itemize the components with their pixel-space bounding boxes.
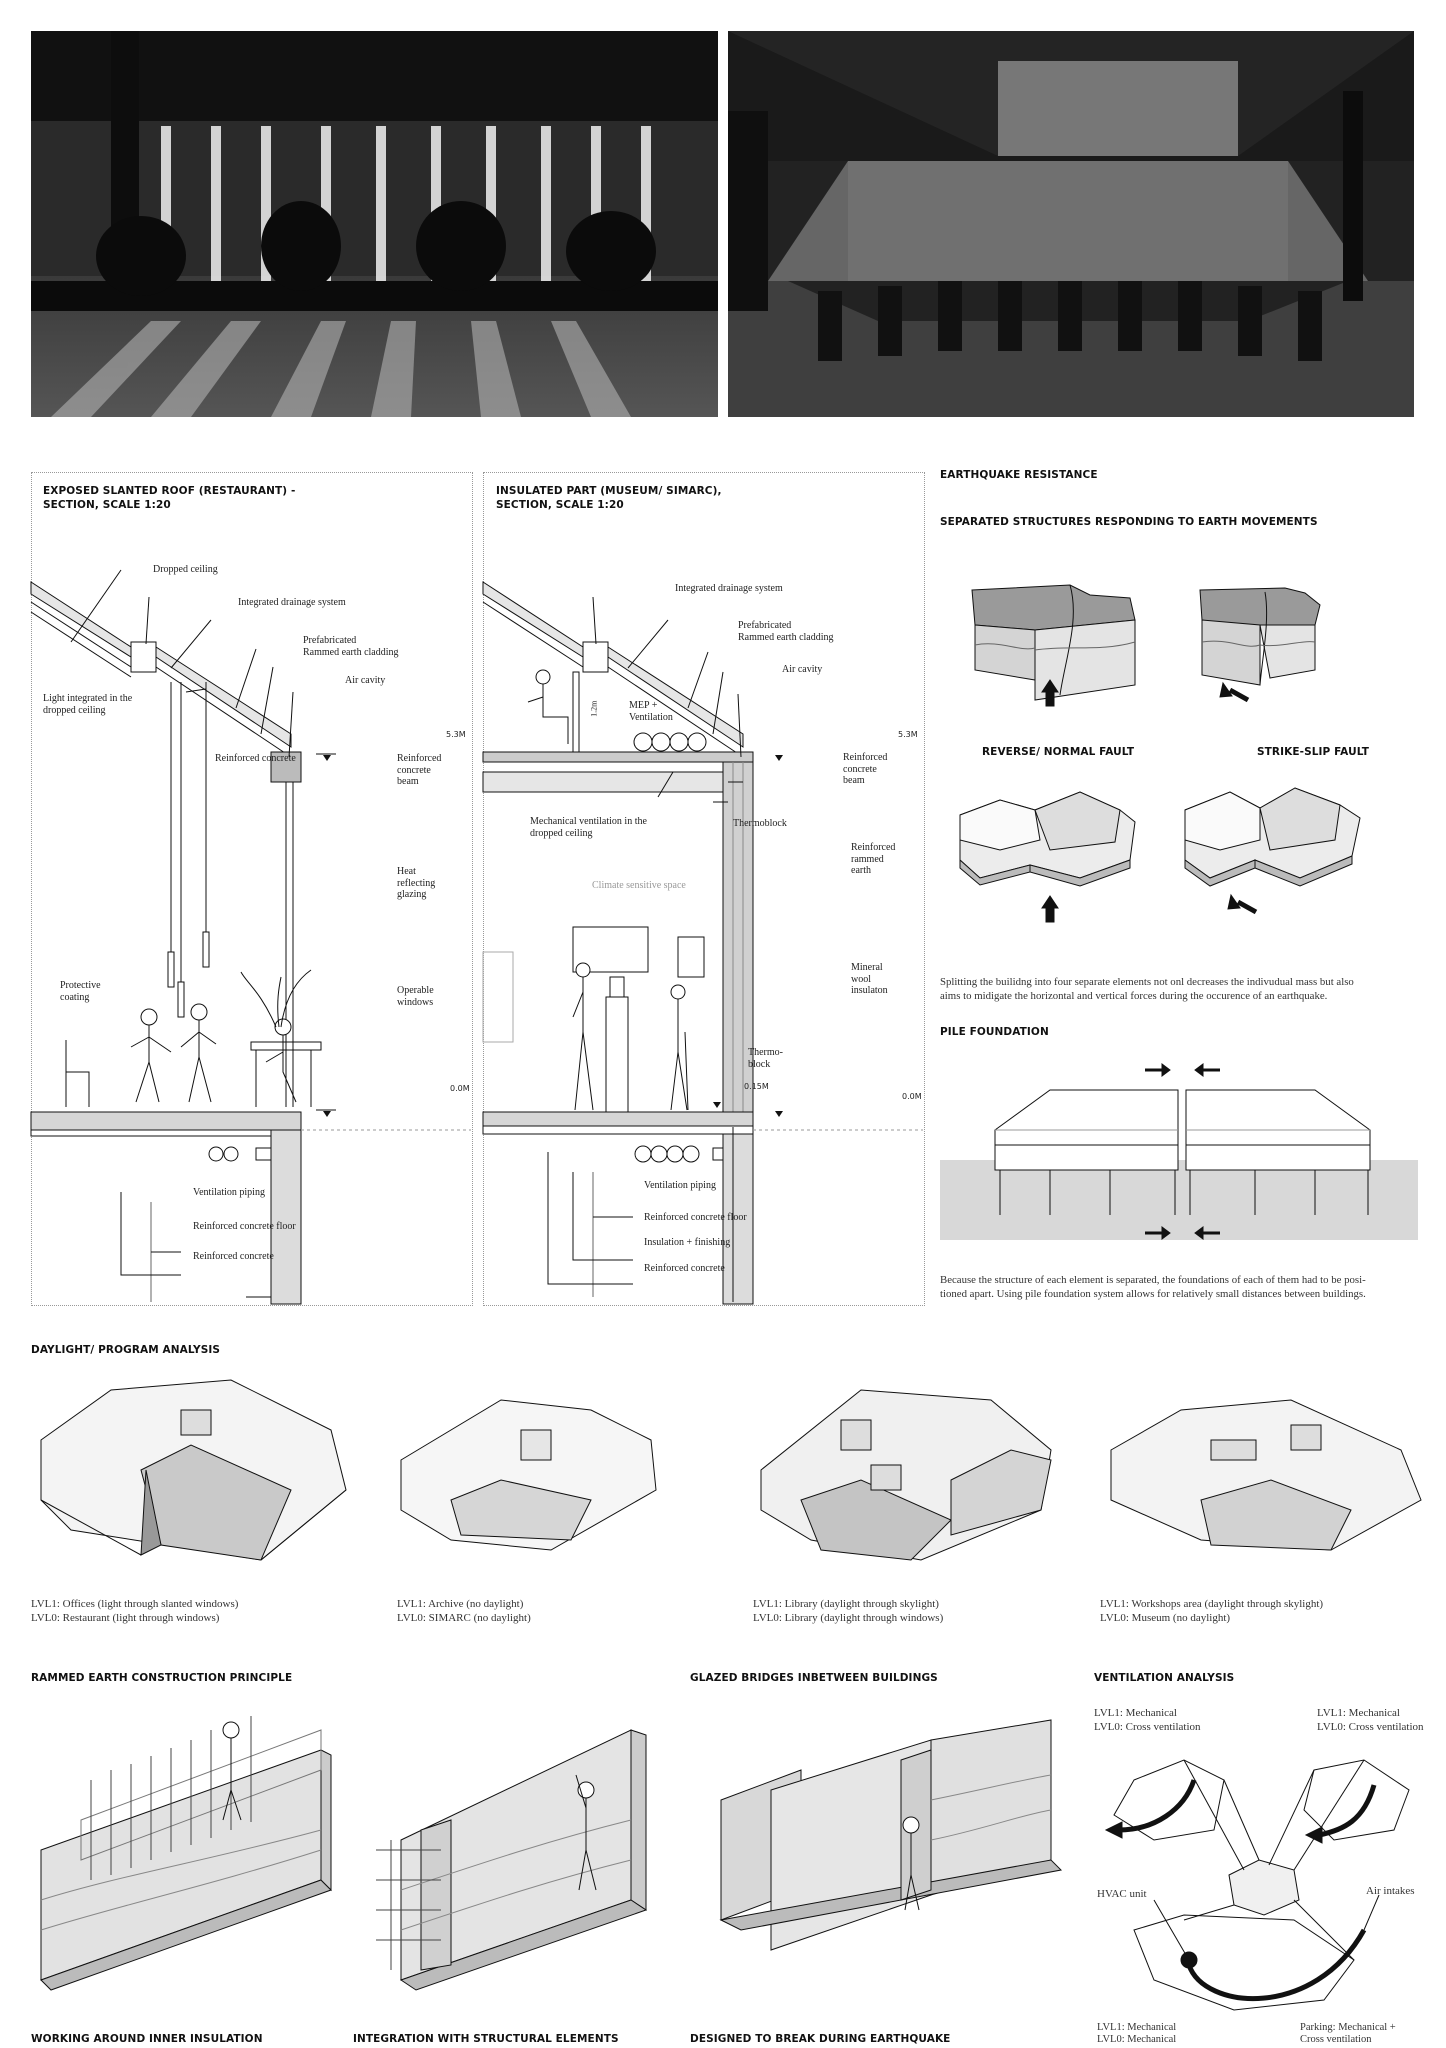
lbl-dim-12: 1.2m [589, 700, 599, 717]
lbl-prefab-a: Prefabricated Rammed earth cladding [303, 635, 399, 658]
restaurant-render-photo [31, 31, 718, 417]
vent-tl: LVL1: Mechanical LVL0: Cross ventilation [1094, 1707, 1201, 1733]
lbl-aircavity-a: Air cavity [345, 675, 386, 686]
lbl-rc-b-bottom: Reinforced concrete [644, 1263, 725, 1274]
lbl-rcbeam-a: Reinforced concrete beam [397, 753, 442, 787]
daylight-caption-3: LVL1: Library (daylight through skylight) LVL0: Library (daylight through windows) [753, 1598, 944, 1624]
lbl-climate: Climate sensitive space [592, 880, 686, 891]
lbl-lvl53-a: 5.3M [446, 730, 466, 739]
lbl-dropped-ceiling: Dropped ceiling [153, 564, 218, 575]
rammed-title: RAMMED EARTH CONSTRUCTION PRINCIPLE [31, 1672, 293, 1684]
earthquake-title: EARTHQUAKE RESISTANCE [940, 469, 1098, 481]
bridges-caption: DESIGNED TO BREAK DURING EARTHQUAKE [690, 2033, 951, 2045]
rammed-caption-b: INTEGRATION WITH STRUCTURAL ELEMENTS [353, 2033, 619, 2045]
lbl-prefab-b: Prefabricated Rammed earth cladding [738, 620, 834, 643]
section-b-title: INSULATED PART (MUSEUM/ SIMARC), SECTION, SCALE 1:20 [496, 485, 722, 511]
lbl-thermoblock: Thermoblock [733, 818, 787, 829]
lbl-operable: Operable windows [397, 985, 434, 1008]
vent-tr: LVL1: Mechanical LVL0: Cross ventilation [1317, 1707, 1424, 1733]
lbl-lvl00-a: 0.0M [450, 1084, 470, 1093]
lbl-reinforced-concrete-a: Reinforced concrete [215, 753, 296, 764]
lbl-rc-a-bottom: Reinforced concrete [193, 1251, 274, 1262]
rammed-caption-a: WORKING AROUND INNER INSULATION [31, 2033, 263, 2045]
lbl-vent-piping-b: Ventilation piping [644, 1180, 716, 1191]
vent-bl: LVL1: Mechanical LVL0: Mechanical [1097, 2022, 1177, 2045]
lbl-mech-vent: Mechanical ventilation in the dropped ceiling [530, 816, 647, 839]
pile-foundation-diagram [940, 1060, 1420, 1250]
lbl-drainage-a: Integrated drainage system [238, 597, 346, 608]
earthquake-subtitle: SEPARATED STRUCTURES RESPONDING TO EARTH MOVEMENTS [940, 516, 1318, 528]
earthquake-paragraph: Splitting the builidng into four separate elements not onl decreases the indivudual mass but also aims to midigate the horizontal and vertical forces during the occurence of an earthquake. [940, 976, 1354, 1002]
lbl-aircavity-b: Air cavity [782, 664, 823, 675]
lbl-rc-floor-a: Reinforced concrete floor [193, 1221, 296, 1232]
section-a-title: EXPOSED SLANTED ROOF (RESTAURANT) - SECTION, SCALE 1:20 [43, 485, 296, 511]
pile-title: PILE FOUNDATION [940, 1026, 1049, 1038]
lbl-mep: MEP + Ventilation [629, 700, 673, 723]
lbl-rcbeam-b: Reinforced concrete beam [843, 752, 888, 786]
lbl-lvl53-b: 5.3M [898, 730, 918, 739]
vent-hvac: HVAC unit [1097, 1888, 1147, 1900]
lbl-reinforced-rammed-earth: Reinforced rammed earth [851, 842, 896, 876]
lbl-mineral-wool: Mineral wool insulaton [851, 962, 888, 996]
daylight-diagrams [31, 1370, 1431, 1570]
lbl-drainage-b: Integrated drainage system [675, 583, 783, 594]
lbl-light: Light integrated in the dropped ceiling [43, 693, 133, 716]
vent-br: Parking: Mechanical + Cross ventilation [1300, 2022, 1396, 2045]
lbl-lvl00-b: 0.0M [902, 1092, 922, 1101]
rammed-earth-diagrams [31, 1700, 1071, 2020]
fault-strike-label: STRIKE-SLIP FAULT [1257, 746, 1370, 758]
daylight-caption-1: LVL1: Offices (light through slanted windows) LVL0: Restaurant (light through windows) [31, 1598, 239, 1624]
lbl-rc-floor-b: Reinforced concrete floor [644, 1212, 747, 1223]
bridges-title: GLAZED BRIDGES INBETWEEN BUILDINGS [690, 1672, 938, 1684]
lbl-insulation: Insulation + finishing [644, 1237, 731, 1248]
lbl-protective: Protective coating [60, 980, 101, 1003]
lbl-heat-glazing: Heat reflecting glazing [397, 866, 436, 900]
lbl-thermoblock-2: Thermo- block [748, 1047, 783, 1070]
lbl-vent-piping-a: Ventilation piping [193, 1187, 265, 1198]
daylight-title: DAYLIGHT/ PROGRAM ANALYSIS [31, 1344, 221, 1356]
ventilation-title: VENTILATION ANALYSIS [1094, 1672, 1235, 1684]
daylight-caption-4: LVL1: Workshops area (daylight through skylight) LVL0: Museum (no daylight) [1100, 1598, 1324, 1624]
vent-air-intakes: Air intakes [1366, 1885, 1415, 1897]
daylight-caption-2: LVL1: Archive (no daylight) LVL0: SIMARC (no daylight) [397, 1598, 531, 1624]
conference-render-photo [728, 31, 1414, 417]
fault-reverse-label: REVERSE/ NORMAL FAULT [982, 746, 1135, 758]
ventilation-diagram [1094, 1720, 1414, 2040]
fault-diagrams [940, 560, 1420, 960]
lbl-lvl015: 0.15M [744, 1082, 769, 1091]
pile-paragraph: Because the structure of each element is separated, the foundations of each of them had to be posi- tioned apart. Using pile foundation system allows for relatively small distances between buildings. [940, 1274, 1366, 1300]
